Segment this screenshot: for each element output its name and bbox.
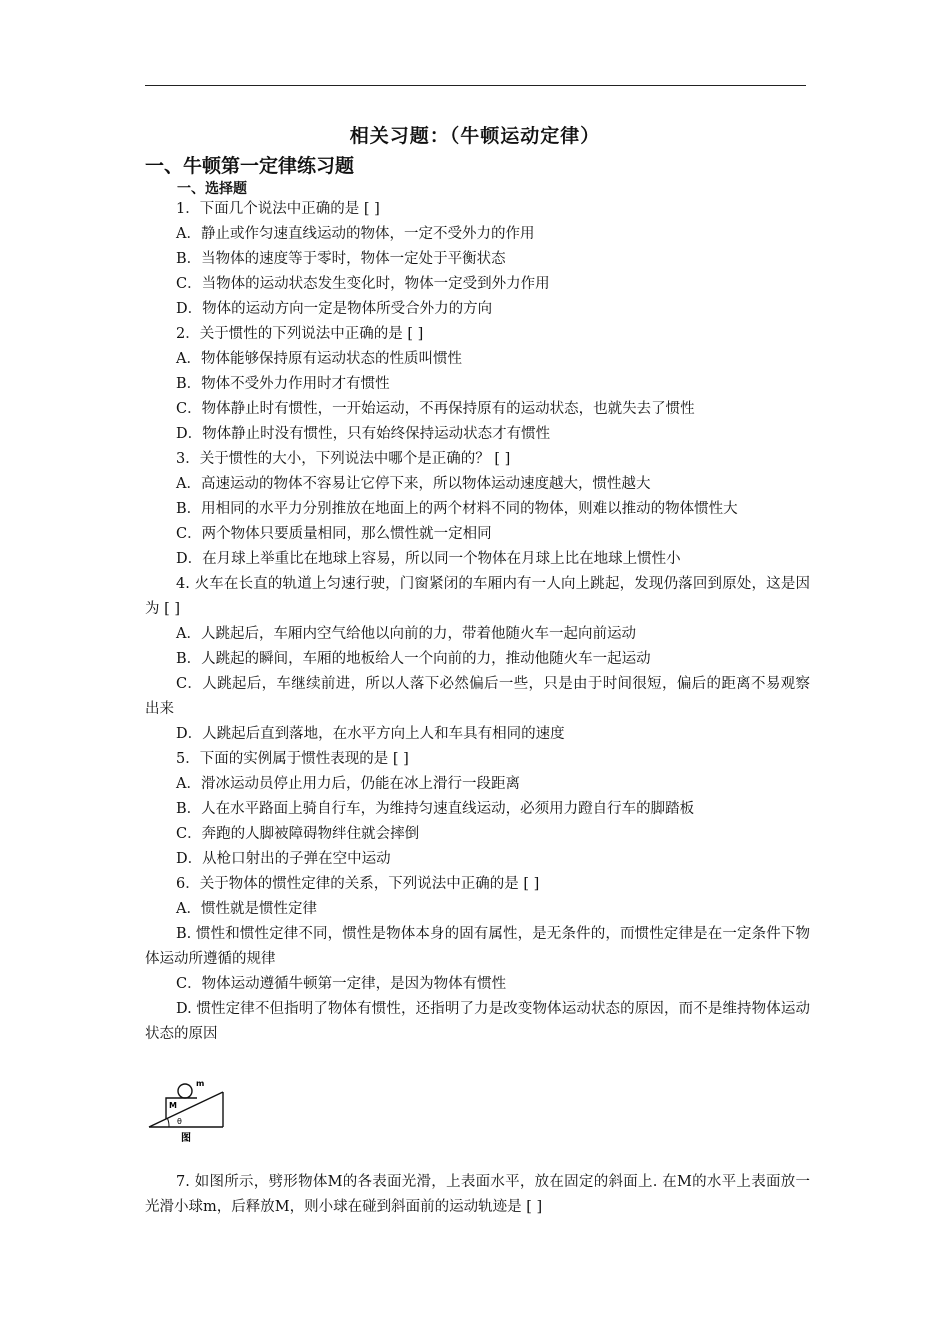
question-3: 3．关于惯性的大小，下列说法中哪个是正确的？ [ ] [176,451,511,467]
figure-caption: 图 [181,1133,191,1144]
option: C．物体运动遵循牛顿第一定律，是因为物体有惯性 [176,976,507,992]
question-5: 5．下面的实例属于惯性表现的是 [ ] [176,751,409,767]
option: A．惯性就是惯性定律 [176,901,317,917]
question-1: 1．下面几个说法中正确的是 [ ] [176,201,380,217]
option: B．物体不受外力作用时才有惯性 [176,376,390,392]
option: B. 惯性和惯性定律不同，惯性是物体本身的固有属性，是无条件的，而惯性定律是在一定条件下物体运动所遵循的规律 [145,926,810,967]
option: D．物体静止时没有惯性，只有始终保持运动状态才有惯性 [176,426,551,442]
incline-wedge-figure [145,1074,230,1149]
option: D．人跳起后直到落地，在水平方向上人和车具有相同的速度 [176,726,565,742]
angle-arc [168,1119,170,1128]
option: A．物体能够保持原有运动状态的性质叫惯性 [176,351,462,367]
label-M: M [169,1101,177,1110]
option: B．用相同的水平力分别推放在地面上的两个材料不同的物体，则难以推动的物体惯性大 [176,501,738,517]
section-heading: 一、牛顿第一定律练习题 [145,155,355,177]
option: C．人跳起后，车继续前进，所以人落下必然偏后一些，只是由于时间很短，偏后的距离不易观察出来 [145,676,810,717]
question-2: 2．关于惯性的下列说法中正确的是 [ ] [176,326,424,342]
option: A．高速运动的物体不容易让它停下来，所以物体运动速度越大，惯性越大 [176,476,651,492]
option: B．当物体的速度等于零时，物体一定处于平衡状态 [176,251,506,267]
option: D. 惯性定律不但指明了物体有惯性，还指明了力是改变物体运动状态的原因，而不是维持物体运动状态的原因 [145,1001,810,1042]
option: C．两个物体只要质量相同，那么惯性就一定相同 [176,526,492,542]
option: A．人跳起后，车厢内空气给他以向前的力，带着他随火车一起向前运动 [176,626,636,642]
option: D．在月球上举重比在地球上容易，所以同一个物体在月球上比在地球上惯性小 [176,551,681,567]
question-list [145,197,810,1047]
question-4: 4. 火车在长直的轨道上匀速行驶，门窗紧闭的车厢内有一人向上跳起，发现仍落回到原处，这是因为 [ ] [145,576,810,617]
option: C．奔跑的人脚被障碍物绊住就会摔倒 [176,826,420,842]
option: C．当物体的运动状态发生变化时，物体一定受到外力作用 [176,276,550,292]
header-rule [145,85,806,86]
label-theta: θ [177,1117,182,1126]
question-7-block [145,1170,810,1220]
option: D．物体的运动方向一定是物体所受合外力的方向 [176,301,493,317]
question-7: 7. 如图所示，劈形物体M的各表面光滑，上表面水平，放在固定的斜面上. 在M的水平上表面放一光滑小球m，后释放M，则小球在碰到斜面前的运动轨迹是 [ ] [145,1174,810,1215]
option: C．物体静止时有惯性，一开始运动，不再保持原有的运动状态，也就失去了惯性 [176,401,695,417]
option: A．滑冰运动员停止用力后，仍能在冰上滑行一段距离 [176,776,520,792]
label-m: m [196,1079,205,1088]
ball [178,1084,192,1098]
option: D．从枪口射出的子弹在空中运动 [176,851,391,867]
page-title: 相关习题：（牛顿运动定律） [349,125,601,147]
option: B．人在水平路面上骑自行车，为维持匀速直线运动，必须用力蹬自行车的脚踏板 [176,801,695,817]
option: A．静止或作匀速直线运动的物体，一定不受外力的作用 [176,226,535,242]
option: B．人跳起的瞬间，车厢的地板给人一个向前的力，推动他随火车一起运动 [176,651,651,667]
question-6: 6．关于物体的惯性定律的关系，下列说法中正确的是 [ ] [176,876,540,892]
subsection-heading: 一、选择题 [177,181,247,197]
